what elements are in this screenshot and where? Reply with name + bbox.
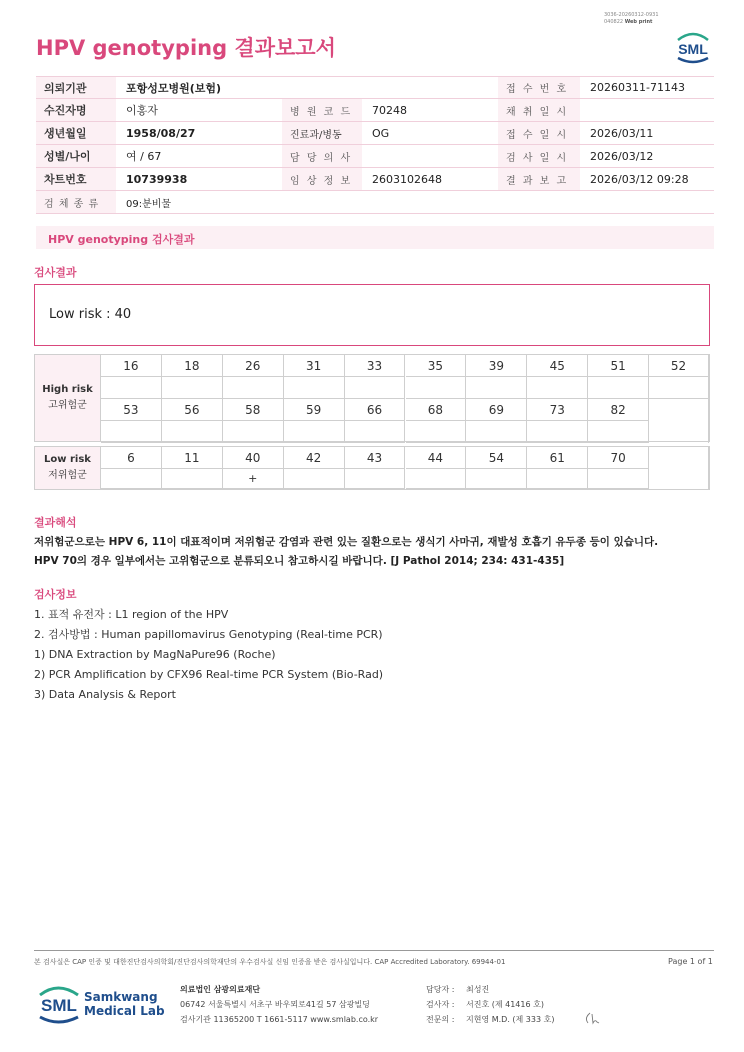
value-sex-age: 여 / 67: [126, 150, 162, 163]
empty-cell: [649, 447, 709, 489]
signature-icon: [582, 1010, 602, 1026]
genotype-header-cell: 11: [162, 447, 223, 469]
label-test-date: 검 사 일 시: [498, 145, 580, 167]
genotype-header-cell: 53: [101, 399, 162, 421]
genotype-result-cell: [284, 469, 345, 489]
label-chart-no: 차트번호: [36, 168, 116, 190]
staff-role: 전문의 :: [426, 1015, 455, 1024]
test-info-line: 1) DNA Extraction by MagNaPure96 (Roche): [34, 648, 276, 661]
logo-line-1: Samkwang: [84, 990, 158, 1004]
interpretation-heading: 결과해석: [34, 516, 77, 529]
info-row-3: [36, 122, 714, 145]
label-sex-age: 성별/나이: [36, 145, 116, 167]
genotype-header-cell: 42: [284, 447, 345, 469]
value-chart-no: 10739938: [126, 172, 188, 186]
staff-role: 담당자 :: [426, 985, 455, 994]
genotype-result-cell: [345, 377, 406, 399]
interpretation-line-1: 저위험군으로는 HPV 6, 11이 대표적이며 저위험군 감염과 관련 있는 질환으로는 생식기 사마귀, 재발성 호흡기 유두종 등이 있습니다.: [34, 536, 659, 548]
low-risk-label-en: Low risk: [44, 454, 91, 465]
sml-logo-icon: [672, 26, 714, 66]
genotype-header-cell: 31: [284, 355, 345, 377]
genotype-header-cell: 70: [588, 447, 649, 469]
svg-text:SML: SML: [41, 996, 77, 1015]
staff-role: 검사자 :: [426, 1000, 455, 1009]
genotype-header-cell: 59: [284, 399, 345, 421]
genotype-result-cell: [101, 469, 162, 489]
genotype-header-cell: 43: [345, 447, 406, 469]
info-row-5: [36, 168, 714, 191]
info-row-1: [36, 76, 714, 99]
web-print-label: Web print: [624, 19, 653, 25]
label-clinical-info: 임 상 정 보: [282, 168, 362, 190]
genotype-result-cell: [406, 421, 467, 443]
genotype-result-cell: [101, 421, 162, 443]
label-department: 진료과/병동: [282, 122, 362, 144]
label-receipt-date: 접 수 일 시: [498, 122, 580, 144]
label-specimen-type: 검 체 종 류: [36, 191, 116, 213]
test-info-line: 2) PCR Amplification by CFX96 Real-time PCR System (Bio-Rad): [34, 668, 384, 681]
value-physician: [362, 145, 498, 167]
genotype-header-cell: 68: [406, 399, 467, 421]
genotype-header-cell: 58: [223, 399, 284, 421]
genotype-result-cell: [466, 469, 527, 489]
genotype-header-cell: 69: [466, 399, 527, 421]
page-title: HPV genotyping 결과보고서: [36, 36, 336, 60]
genotype-header-cell: 73: [527, 399, 588, 421]
report-code-line2: 040822: [604, 19, 624, 25]
genotype-header-cell: 45: [527, 355, 588, 377]
label-hospital-code: 병 원 코 드: [282, 99, 362, 121]
report-code-line1: 3036-20260312-0931: [604, 12, 659, 18]
info-row-2: [36, 99, 714, 122]
genotype-header-cell: 26: [223, 355, 284, 377]
patient-info-table: [36, 76, 714, 214]
genotype-header-cell: 39: [466, 355, 527, 377]
value-patient-name: 이홍자: [126, 104, 158, 117]
staff-info: [426, 982, 554, 1027]
accreditation-note: 본 검사실은 CAP 인증 및 대한진단검사의학회/진단검사의학재단의 우수검사실 신임 인증을 받은 검사실입니다. CAP Accredited Laboratory. 69944-01: [34, 958, 506, 966]
genotype-result-cell: [162, 469, 223, 489]
value-receipt-no: 20260311-71143: [590, 81, 685, 94]
org-name: 의료법인 삼광의료재단: [180, 985, 261, 994]
footer-divider: [34, 950, 714, 951]
genotype-header-cell: 40: [223, 447, 284, 469]
genotype-result-cell: [284, 377, 345, 399]
value-test-date: 2026/03/12: [590, 149, 654, 163]
genotype-result-cell: [466, 377, 527, 399]
value-specimen-type: 09:분비물: [126, 198, 172, 210]
value-department: OG: [372, 126, 390, 140]
interpretation-line-2: HPV 70의 경우 일부에서는 고위험군으로 분류되오니 참고하시길 바랍니다. [J Pathol 2014; 234: 431-435]: [34, 555, 565, 567]
genotype-result-cell: [162, 377, 223, 399]
label-patient-name: 수진자명: [36, 99, 116, 121]
value-report-date: 2026/03/12 09:28: [590, 172, 689, 186]
genotype-result-cell: [223, 377, 284, 399]
genotype-result-cell: [588, 469, 649, 489]
staff-name: 서진호 (제 41416 호): [466, 1000, 544, 1009]
genotype-result-cell: [527, 469, 588, 489]
genotype-result-cell: [162, 421, 223, 443]
high-risk-label: [35, 355, 101, 441]
label-requesting-org: 의뢰기관: [36, 77, 116, 98]
empty-cell: [649, 399, 709, 443]
report-code: [604, 12, 684, 26]
genotype-result-cell: [527, 377, 588, 399]
low-risk-label: [35, 447, 101, 489]
logo-line-2: Medical Lab: [84, 1004, 165, 1018]
test-info-line: 3) Data Analysis & Report: [34, 688, 176, 701]
value-hospital-code: 70248: [372, 103, 407, 117]
result-text: Low risk : 40: [49, 307, 132, 322]
test-info-heading: 검사정보: [34, 588, 77, 601]
genotype-header-cell: 82: [588, 399, 649, 421]
section-title: HPV genotyping 검사결과: [48, 233, 195, 246]
staff-name: 지현영 M.D. (제 333 호): [466, 1015, 555, 1024]
value-collection-date: [580, 99, 714, 121]
genotype-header-cell: 52: [649, 355, 709, 377]
value-receipt-date: 2026/03/11: [590, 126, 654, 140]
high-risk-label-en: High risk: [42, 384, 93, 395]
info-row-4: [36, 145, 714, 168]
sml-logo-text: SML: [678, 41, 708, 57]
genotype-result-cell: [527, 421, 588, 443]
genotype-result-cell: [101, 377, 162, 399]
genotype-result-cell: [466, 421, 527, 443]
genotype-result-cell: [345, 469, 406, 489]
genotype-result-cell: [284, 421, 345, 443]
org-contact: 검사기관 11365200 T 1661-5117 www.smlab.co.kr: [180, 1015, 379, 1024]
genotype-header-cell: 66: [345, 399, 406, 421]
high-risk-table: [34, 354, 710, 442]
samkwang-logo-text: [84, 990, 165, 1018]
label-receipt-no: 접 수 번 호: [498, 77, 580, 98]
genotype-header-cell: 44: [406, 447, 467, 469]
label-collection-date: 채 취 일 시: [498, 99, 580, 121]
genotype-header-cell: 35: [406, 355, 467, 377]
genotype-result-cell: [223, 421, 284, 443]
genotype-result-cell: [406, 469, 467, 489]
staff-name: 최성진: [466, 985, 490, 994]
low-risk-label-ko: 저위험군: [48, 470, 87, 481]
genotype-header-cell: 56: [162, 399, 223, 421]
genotype-header-cell: 18: [162, 355, 223, 377]
test-info-line: 1. 표적 유전자 : L1 region of the HPV: [34, 608, 229, 621]
genotype-result-cell: [649, 377, 709, 399]
test-info-line: 2. 검사방법 : Human papillomavirus Genotyping (Real-time PCR): [34, 628, 383, 641]
info-row-6: [36, 191, 714, 214]
organization-info: [180, 982, 378, 1027]
org-address: 06742 서울특별시 서초구 바우뫼로41길 57 삼광빌딩: [180, 1000, 370, 1009]
genotype-result-cell: +: [223, 469, 284, 489]
result-box: [34, 284, 710, 346]
page-number: Page 1 of 1: [668, 957, 713, 966]
result-heading: 검사결과: [34, 266, 77, 279]
genotype-header-cell: 33: [345, 355, 406, 377]
genotype-result-cell: [345, 421, 406, 443]
section-title-bar: [36, 226, 714, 249]
genotype-header-cell: 6: [101, 447, 162, 469]
high-risk-label-ko: 고위험군: [48, 400, 87, 411]
genotype-header-cell: 16: [101, 355, 162, 377]
label-birth-date: 생년월일: [36, 122, 116, 144]
value-birth-date: 1958/08/27: [126, 126, 196, 140]
value-requesting-org: 포항성모병원(보험): [126, 81, 222, 95]
genotype-result-cell: [588, 421, 649, 443]
label-report-date: 결 과 보 고: [498, 168, 580, 190]
value-clinical-info: 2603102648: [372, 172, 442, 186]
label-physician: 담 당 의 사: [282, 145, 362, 167]
genotype-header-cell: 51: [588, 355, 649, 377]
genotype-result-cell: [588, 377, 649, 399]
genotype-header-cell: 54: [466, 447, 527, 469]
genotype-result-cell: [406, 377, 467, 399]
low-risk-table: [34, 446, 710, 490]
genotype-header-cell: 61: [527, 447, 588, 469]
